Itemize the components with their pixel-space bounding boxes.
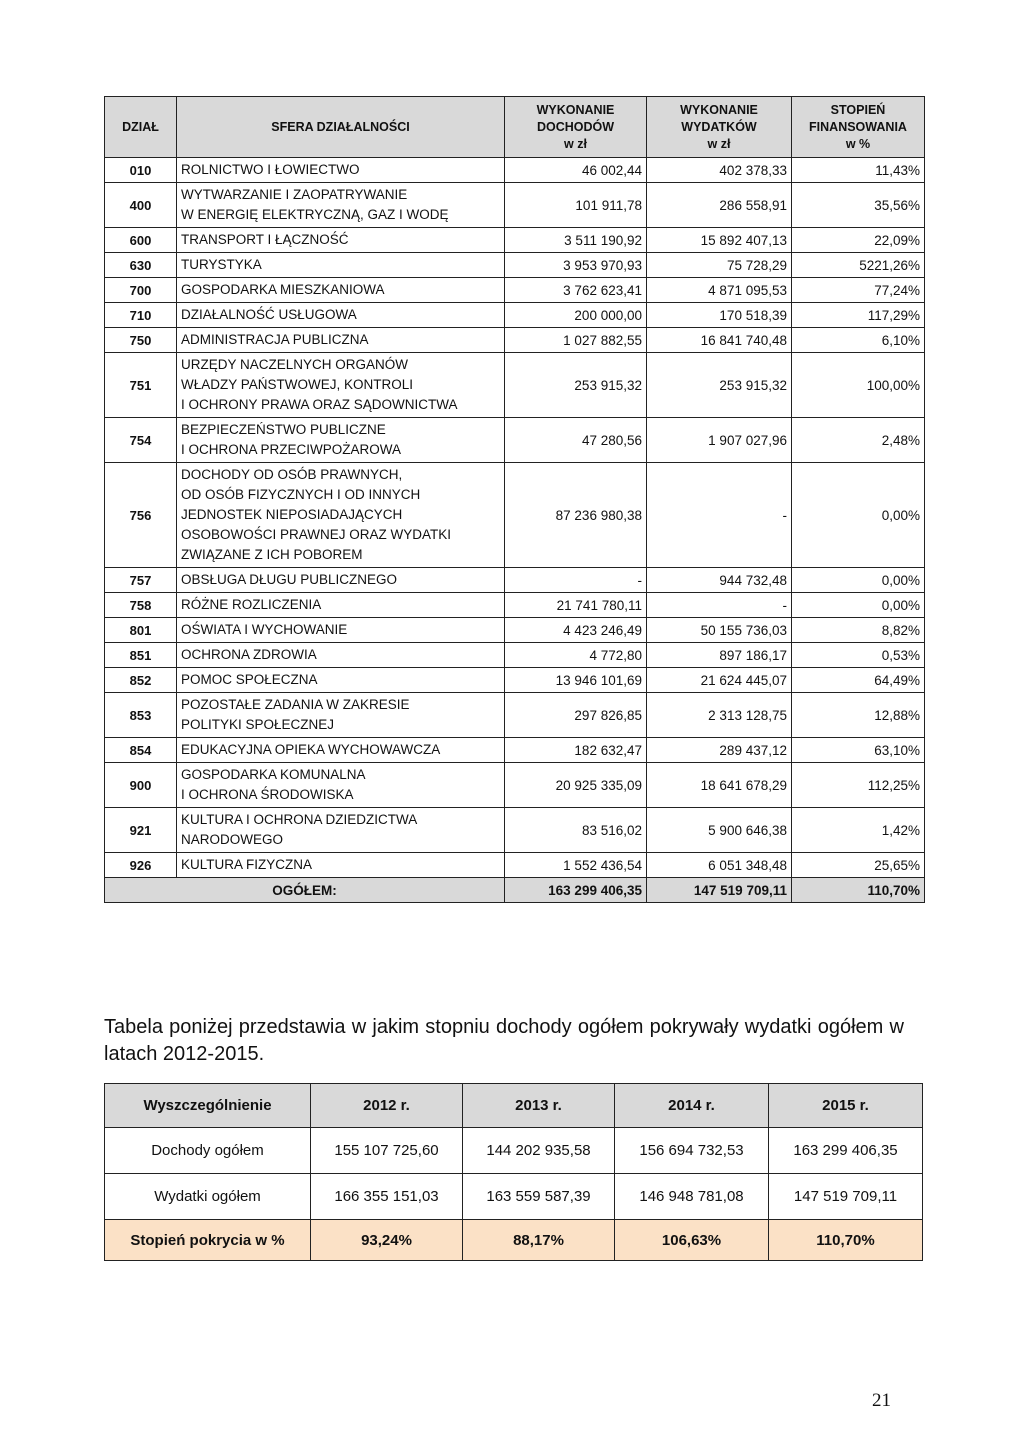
division-code: 851: [105, 643, 177, 668]
expense-value: 16 841 740,48: [647, 328, 792, 353]
ratio-value: 35,56%: [792, 183, 925, 228]
division-name-line: ZWIĄZANE Z ICH POBOREM: [181, 547, 363, 562]
header-year: 2013 r.: [463, 1084, 615, 1128]
page-number: 21: [872, 1390, 891, 1411]
division-name: [177, 618, 505, 643]
ratio-value: 5221,26%: [792, 253, 925, 278]
header-ratio-line: FINANSOWANIA: [809, 119, 907, 134]
total-row: [105, 878, 925, 903]
header-division: DZIAŁ: [105, 97, 177, 158]
value-cell: 156 694 732,53: [615, 1128, 769, 1174]
expense-value: 15 892 407,13: [647, 228, 792, 253]
table-row: [105, 303, 925, 328]
division-name: [177, 328, 505, 353]
division-name-line: I OCHRONA ŚRODOWISKA: [181, 787, 354, 802]
division-name-line: GOSPODARKA KOMUNALNA: [181, 767, 366, 782]
division-name-line: I OCHRONA PRZECIWPOŻAROWA: [181, 442, 402, 457]
expense-value: 6 051 348,48: [647, 853, 792, 878]
value-cell: 110,70%: [769, 1220, 923, 1261]
ratio-value: 64,49%: [792, 668, 925, 693]
expense-value: 75 728,29: [647, 253, 792, 278]
income-value: 101 911,78: [505, 183, 647, 228]
table-row: [105, 1128, 923, 1174]
division-name: [177, 463, 505, 568]
row-label: Dochody ogółem: [105, 1128, 311, 1174]
ratio-value: 0,00%: [792, 593, 925, 618]
expense-value: -: [647, 593, 792, 618]
total-ratio: 110,70%: [792, 878, 925, 903]
table-row: [105, 328, 925, 353]
expense-value: 4 871 095,53: [647, 278, 792, 303]
table-row: [105, 418, 925, 463]
value-cell: 144 202 935,58: [463, 1128, 615, 1174]
ratio-value: 100,00%: [792, 353, 925, 418]
coverage-by-year-table: [104, 1083, 923, 1261]
division-name-line: URZĘDY NACZELNYCH ORGANÓW: [181, 357, 409, 372]
division-name: [177, 303, 505, 328]
total-label: OGÓŁEM:: [105, 878, 505, 903]
income-value: 4 772,80: [505, 643, 647, 668]
income-value: 46 002,44: [505, 158, 647, 183]
division-name: [177, 693, 505, 738]
ratio-value: 8,82%: [792, 618, 925, 643]
division-name-line: POZOSTAŁE ZADANIA W ZAKRESIE: [181, 697, 410, 712]
ratio-value: 1,42%: [792, 808, 925, 853]
budget-table-body: [105, 158, 925, 903]
division-name-line: OCHRONA ZDROWIA: [181, 647, 317, 662]
division-name-line: OD OSÓB FIZYCZNYCH I OD INNYCH: [181, 487, 421, 502]
division-name-line: KULTURA FIZYCZNA: [181, 857, 313, 872]
total-income: 163 299 406,35: [505, 878, 647, 903]
ratio-value: 0,00%: [792, 568, 925, 593]
row-label: Wydatki ogółem: [105, 1174, 311, 1220]
division-code: 630: [105, 253, 177, 278]
division-code: 801: [105, 618, 177, 643]
table-row: [105, 278, 925, 303]
division-name: [177, 643, 505, 668]
division-name-line: OBSŁUGA DŁUGU PUBLICZNEGO: [181, 572, 398, 587]
income-value: 3 762 623,41: [505, 278, 647, 303]
division-name: [177, 763, 505, 808]
table-row: [105, 738, 925, 763]
division-name-line: EDUKACYJNA OPIEKA WYCHOWAWCZA: [181, 742, 441, 757]
table-row: [105, 253, 925, 278]
expense-value: 21 624 445,07: [647, 668, 792, 693]
expense-value: 944 732,48: [647, 568, 792, 593]
value-cell: 88,17%: [463, 1220, 615, 1261]
division-name-line: WŁADZY PAŃSTWOWEJ, KONTROLI: [181, 377, 414, 392]
budget-by-division-table: [104, 96, 925, 903]
header-item: Wyszczególnienie: [105, 1084, 311, 1128]
income-value: 1 027 882,55: [505, 328, 647, 353]
division-code: 921: [105, 808, 177, 853]
income-value: 3 953 970,93: [505, 253, 647, 278]
division-name: [177, 158, 505, 183]
header-expense-unit: w zł: [707, 136, 731, 151]
division-code: 756: [105, 463, 177, 568]
table-row: [105, 568, 925, 593]
division-name-line: TURYSTYKA: [181, 257, 262, 272]
header-ratio-unit: w %: [845, 136, 871, 151]
header-ratio-line: STOPIEŃ: [830, 102, 886, 117]
division-name-line: ROLNICTWO I ŁOWIECTWO: [181, 162, 360, 177]
value-cell: 155 107 725,60: [311, 1128, 463, 1174]
value-cell: 163 559 587,39: [463, 1174, 615, 1220]
division-name-line: OŚWIATA I WYCHOWANIE: [181, 622, 348, 637]
header-expense-line: WYKONANIE: [680, 102, 758, 117]
coverage-row: [105, 1220, 923, 1261]
ratio-value: 0,00%: [792, 463, 925, 568]
expense-value: 289 437,12: [647, 738, 792, 763]
table-row: [105, 643, 925, 668]
income-value: -: [505, 568, 647, 593]
value-cell: 166 355 151,03: [311, 1174, 463, 1220]
division-name: [177, 278, 505, 303]
header-expense: [647, 97, 792, 158]
income-value: 1 552 436,54: [505, 853, 647, 878]
expense-value: 897 186,17: [647, 643, 792, 668]
header-income-unit: w zł: [564, 136, 587, 151]
division-name-line: WYTWARZANIE I ZAOPATRYWANIE: [181, 187, 408, 202]
ratio-value: 6,10%: [792, 328, 925, 353]
ratio-value: 112,25%: [792, 763, 925, 808]
ratio-value: 2,48%: [792, 418, 925, 463]
ratio-value: 0,53%: [792, 643, 925, 668]
table-row: [105, 693, 925, 738]
table-header-row: [105, 1084, 923, 1128]
value-cell: 147 519 709,11: [769, 1174, 923, 1220]
division-code: 400: [105, 183, 177, 228]
ratio-value: 63,10%: [792, 738, 925, 763]
income-value: 4 423 246,49: [505, 618, 647, 643]
expense-value: 402 378,33: [647, 158, 792, 183]
division-name-line: W ENERGIĘ ELEKTRYCZNĄ, GAZ I WODĘ: [181, 207, 449, 222]
division-name-line: GOSPODARKA MIESZKANIOWA: [181, 282, 385, 297]
division-name-line: ADMINISTRACJA PUBLICZNA: [181, 332, 369, 347]
division-name-line: POMOC SPOŁECZNA: [181, 672, 318, 687]
division-code: 853: [105, 693, 177, 738]
division-code: 757: [105, 568, 177, 593]
table-row: [105, 1174, 923, 1220]
ratio-value: 117,29%: [792, 303, 925, 328]
division-name: [177, 853, 505, 878]
income-value: 253 915,32: [505, 353, 647, 418]
income-value: 3 511 190,92: [505, 228, 647, 253]
division-code: 751: [105, 353, 177, 418]
division-name-line: DOCHODY OD OSÓB PRAWNYCH,: [181, 467, 403, 482]
header-income: [505, 97, 647, 158]
division-name-line: JEDNOSTEK NIEPOSIADAJĄCYCH: [181, 507, 403, 522]
income-value: 20 925 335,09: [505, 763, 647, 808]
table-row: [105, 183, 925, 228]
division-name: [177, 253, 505, 278]
header-year: 2014 r.: [615, 1084, 769, 1128]
table-row: [105, 158, 925, 183]
division-code: 754: [105, 418, 177, 463]
ratio-value: 22,09%: [792, 228, 925, 253]
expense-value: 5 900 646,38: [647, 808, 792, 853]
table-header-row: [105, 97, 925, 158]
value-cell: 163 299 406,35: [769, 1128, 923, 1174]
header-year: 2015 r.: [769, 1084, 923, 1128]
division-code: 854: [105, 738, 177, 763]
division-code: 900: [105, 763, 177, 808]
division-name-line: KULTURA I OCHRONA DZIEDZICTWA: [181, 812, 418, 827]
income-value: 182 632,47: [505, 738, 647, 763]
income-value: 13 946 101,69: [505, 668, 647, 693]
division-name: [177, 593, 505, 618]
division-name: [177, 668, 505, 693]
header-area: SFERA DZIAŁALNOŚCI: [177, 97, 505, 158]
division-code: 926: [105, 853, 177, 878]
expense-value: 18 641 678,29: [647, 763, 792, 808]
header-expense-line: WYDATKÓW: [681, 119, 757, 134]
income-value: 200 000,00: [505, 303, 647, 328]
table-row: [105, 618, 925, 643]
ratio-value: 12,88%: [792, 693, 925, 738]
intro-paragraph: Tabela poniżej przedstawia w jakim stopniu dochody ogółem pokrywały wydatki ogółem w latach 2012-2015.: [104, 1016, 904, 1065]
value-cell: 106,63%: [615, 1220, 769, 1261]
division-name: [177, 808, 505, 853]
division-name: [177, 738, 505, 763]
division-name-line: POLITYKI SPOŁECZNEJ: [181, 717, 335, 732]
ratio-value: 11,43%: [792, 158, 925, 183]
division-code: 750: [105, 328, 177, 353]
value-cell: 93,24%: [311, 1220, 463, 1261]
table-row: [105, 593, 925, 618]
header-year: 2012 r.: [311, 1084, 463, 1128]
expense-value: -: [647, 463, 792, 568]
division-code: 700: [105, 278, 177, 303]
division-code: 758: [105, 593, 177, 618]
division-name: [177, 353, 505, 418]
total-expense: 147 519 709,11: [647, 878, 792, 903]
table-row: [105, 763, 925, 808]
division-name-line: OSOBOWOŚCI PRAWNEJ ORAZ WYDATKI: [181, 527, 452, 542]
value-cell: 146 948 781,08: [615, 1174, 769, 1220]
division-code: 600: [105, 228, 177, 253]
expense-value: 286 558,91: [647, 183, 792, 228]
income-value: 87 236 980,38: [505, 463, 647, 568]
division-name: [177, 228, 505, 253]
division-name-line: TRANSPORT I ŁĄCZNOŚĆ: [181, 232, 349, 247]
header-ratio: [792, 97, 925, 158]
ratio-value: 77,24%: [792, 278, 925, 303]
division-code: 852: [105, 668, 177, 693]
expense-value: 2 313 128,75: [647, 693, 792, 738]
expense-value: 50 155 736,03: [647, 618, 792, 643]
division-name: [177, 183, 505, 228]
division-code: 010: [105, 158, 177, 183]
division-name-line: DZIAŁALNOŚĆ USŁUGOWA: [181, 307, 357, 322]
income-value: 297 826,85: [505, 693, 647, 738]
table-row: [105, 853, 925, 878]
division-name-line: BEZPIECZEŃSTWO PUBLICZNE: [181, 422, 386, 437]
table-row: [105, 808, 925, 853]
division-name-line: RÓŻNE ROZLICZENIA: [181, 597, 322, 612]
division-name-line: NARODOWEGO: [181, 832, 284, 847]
table-row: [105, 228, 925, 253]
income-value: 21 741 780,11: [505, 593, 647, 618]
table-row: [105, 463, 925, 568]
expense-value: 170 518,39: [647, 303, 792, 328]
expense-value: 253 915,32: [647, 353, 792, 418]
income-value: 83 516,02: [505, 808, 647, 853]
ratio-value: 25,65%: [792, 853, 925, 878]
header-income-line: DOCHODÓW: [536, 119, 615, 134]
expense-value: 1 907 027,96: [647, 418, 792, 463]
division-name-line: I OCHRONY PRAWA ORAZ SĄDOWNICTWA: [181, 397, 458, 412]
table-row: [105, 668, 925, 693]
row-label: Stopień pokrycia w %: [105, 1220, 311, 1261]
division-name: [177, 568, 505, 593]
division-name: [177, 418, 505, 463]
income-value: 47 280,56: [505, 418, 647, 463]
header-income-line: WYKONANIE: [536, 102, 615, 117]
table-row: [105, 353, 925, 418]
division-code: 710: [105, 303, 177, 328]
